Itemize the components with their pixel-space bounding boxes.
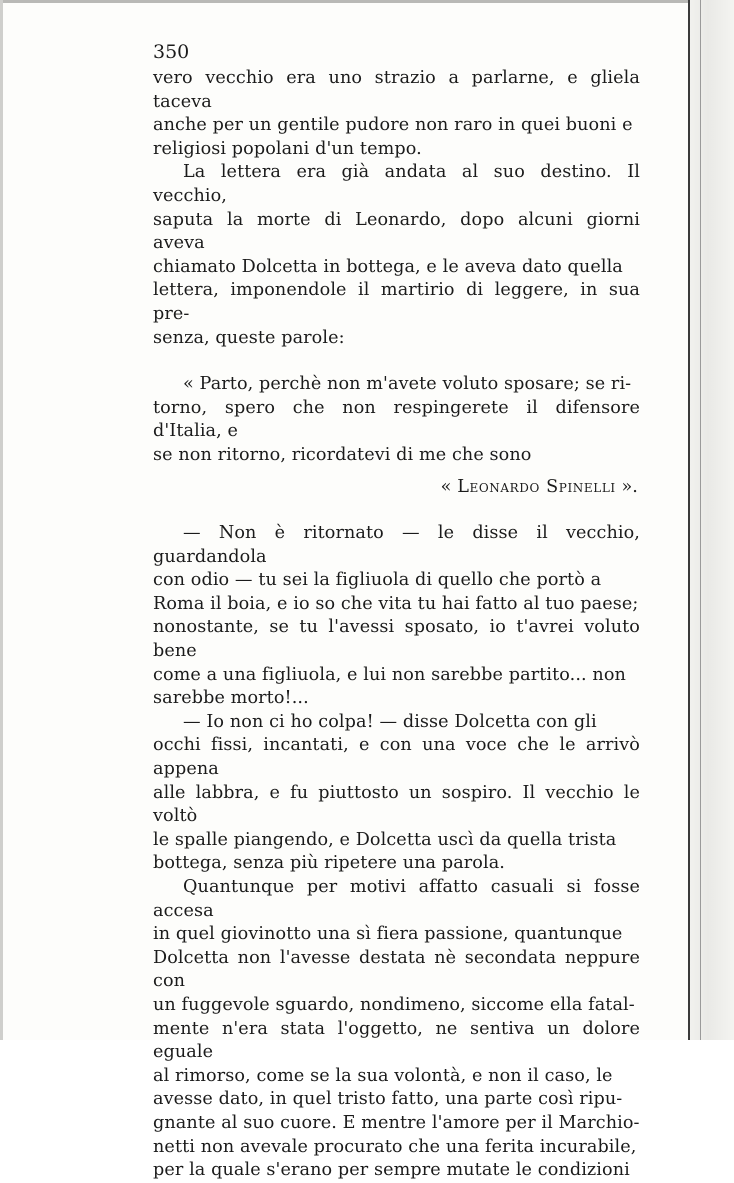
text-line: lettera, imponendole il martirio di leggere, in sua pre- xyxy=(153,280,640,324)
paragraph xyxy=(153,67,640,161)
text-line: bottega, senza più ripetere una parola. xyxy=(153,853,505,874)
text-line: senza, queste parole: xyxy=(153,327,345,348)
paragraph xyxy=(153,711,640,876)
text-line: religiosi popolani d'un tempo. xyxy=(153,138,422,159)
signature-name: Leonardo Spinelli xyxy=(457,476,616,497)
letter-signature xyxy=(153,476,640,500)
text-line: le spalle piangendo, e Dolcetta uscì da quella trista xyxy=(153,829,617,850)
text-line: sarebbe morto!... xyxy=(153,688,309,709)
quoted-letter xyxy=(153,373,640,467)
text-line: occhi fissi, incantati, e con una voce che le arrivò appena xyxy=(153,735,640,780)
text-line: Dolcetta non l'avesse destata nè secondata neppure con xyxy=(153,947,640,992)
paragraph xyxy=(153,522,640,711)
text-line: nonostante, se tu l'avessi sposato, io t'avrei voluto bene xyxy=(153,617,640,662)
text-line: alle labbra, e fu piuttosto un sospiro. Il vecchio le voltò xyxy=(153,782,640,827)
page-text xyxy=(153,67,640,1183)
text-line: se non ritorno, ricordatevi di me che sono xyxy=(153,444,532,465)
text-line: con odio — tu sei la figliuola di quello che portò a xyxy=(153,570,602,591)
page-right-edge xyxy=(688,0,734,1040)
text-line: netti non avevale procurato che una ferita incurabile, xyxy=(153,1136,637,1157)
text-line: torno, spero che non respingerete il difensore d'Italia, e xyxy=(153,397,640,442)
page-number: 350 xyxy=(153,41,190,63)
text-line: Quantunque per motivi affatto casuali si fosse accesa xyxy=(153,877,640,921)
signature-close-quote: ». xyxy=(615,476,638,497)
signature-open-quote: « xyxy=(440,476,458,497)
text-line: vero vecchio era uno strazio a parlarne, e gliela taceva xyxy=(153,68,640,112)
text-line: avesse dato, in quel tristo fatto, una parte così ripu- xyxy=(153,1089,623,1110)
page-left-edge xyxy=(0,0,3,1040)
text-line: come a una figliuola, e lui non sarebbe partito... non xyxy=(153,664,626,685)
paragraph xyxy=(153,161,640,350)
paragraph xyxy=(153,876,640,1183)
text-line: — Io non ci ho colpa! — disse Dolcetta con gli xyxy=(183,711,597,732)
text-line: per la quale s'erano per sempre mutate le condizioni xyxy=(153,1160,630,1181)
text-line: — Non è ritornato — le disse il vecchio, guardandola xyxy=(153,523,640,567)
text-line: in quel giovinotto una sì fiera passione, quantunque xyxy=(153,924,623,945)
text-line: La lettera era già andata al suo destino. Il vecchio, xyxy=(153,162,640,206)
text-line: saputa la morte di Leonardo, dopo alcuni giorni aveva xyxy=(153,209,640,254)
text-line: chiamato Dolcetta in bottega, e le aveva dato quella xyxy=(153,256,623,277)
text-line: « Parto, perchè non m'avete voluto sposare; se ri- xyxy=(183,374,632,395)
page-top-edge xyxy=(0,0,734,3)
text-line: anche per un gentile pudore non raro in quei buoni e xyxy=(153,115,633,136)
text-line: un fuggevole sguardo, nondimeno, siccome ella fatal- xyxy=(153,994,635,1015)
text-line: gnante al suo cuore. E mentre l'amore per il Marchio- xyxy=(153,1112,640,1133)
text-line: al rimorso, come se la sua volontà, e non il caso, le xyxy=(153,1065,613,1086)
text-line: Roma il boia, e io so che vita tu hai fatto al tuo paese; xyxy=(153,593,639,614)
text-line: mente n'era stata l'oggetto, ne sentiva un dolore eguale xyxy=(153,1018,640,1063)
